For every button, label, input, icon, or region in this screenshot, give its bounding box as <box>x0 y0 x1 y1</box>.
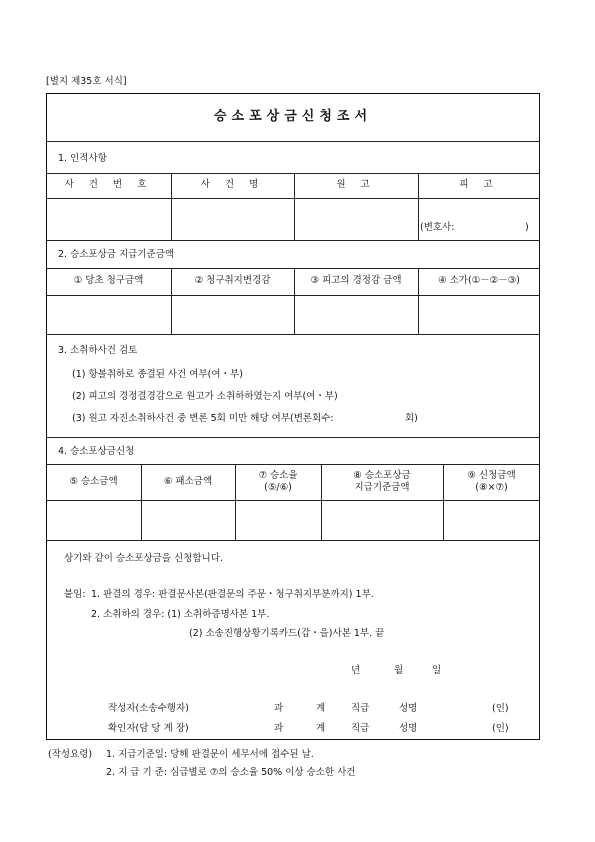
divider-line <box>46 437 540 438</box>
form-number-label: [별지 제35호 서식] <box>46 76 127 87</box>
attachment-line-2: 2. 소취하의 경우: (1) 소취하증명사본 1부. <box>91 609 270 620</box>
section3-heading: 3. 소취하사건 검토 <box>58 345 138 356</box>
review-item-2: (2) 피고의 경정결경감으로 원고가 소취하하였는지 여부(여・부) <box>72 391 338 402</box>
column-line <box>321 464 322 540</box>
section2-heading: 2. 승소포상금 지급기준금액 <box>58 249 175 260</box>
header-reward-base <box>321 464 443 500</box>
column-line <box>294 268 295 334</box>
declaration-text: 상기와 같이 승소포상금을 신청합니다. <box>64 553 223 564</box>
section4-heading: 4. 승소포상금신청 <box>58 446 135 457</box>
date-month: 월 <box>394 665 404 676</box>
header-loss-amount <box>141 464 235 500</box>
column-line <box>141 464 142 540</box>
note-item-2: 2. 지 급 기 준: 심급별로 ⑦의 승소율 50% 이상 승소한 사건 <box>106 767 356 778</box>
divider-line <box>46 334 540 335</box>
divider-line <box>46 141 540 142</box>
attachments-label: 붙임: <box>64 589 86 600</box>
date-day: 일 <box>432 665 442 676</box>
column-line <box>418 173 419 240</box>
signer-confirmer-seal: (인) <box>492 723 509 734</box>
divider-line <box>46 198 540 199</box>
header-win-rate <box>235 464 321 500</box>
header-request-amount-line1: ⑨ 신청금액 <box>467 469 516 481</box>
signer-writer-team: 계 <box>316 703 326 714</box>
signer-writer-rank: 직급 <box>351 703 370 714</box>
form-title: 승소포상금신청조서 <box>213 108 373 124</box>
note-item-1: 1. 지급기준일: 당해 판결문이 세무서에 접수된 날. <box>106 749 314 760</box>
header-request-amount-line2: (⑧×⑦) <box>475 482 508 493</box>
signer-writer-name: 성명 <box>399 703 418 714</box>
header-win-rate-line1: ⑦ 승소율 <box>258 469 298 481</box>
lawyer-note-close: ) <box>525 222 529 233</box>
header-reward-base-line1: ⑧ 승소포상금 <box>353 469 411 481</box>
header-request-amount <box>443 464 540 500</box>
attachment-line-3: (2) 소송진행상황기록카드(갑・을)사본 1부. 끝 <box>189 628 385 639</box>
column-line <box>443 464 444 540</box>
signer-writer-role: 작성자(소송수행자) <box>108 703 189 714</box>
header-plaintiff: 원 고 <box>336 179 376 191</box>
signer-writer-seal: (인) <box>492 703 509 714</box>
column-line <box>418 268 419 334</box>
header-reward-base-line2: 지급기준금액 <box>354 482 410 493</box>
header-win-amount <box>46 464 141 500</box>
attachment-line-1: 1. 판결의 경우: 판결문사본(판결문의 주문・청구취지부분까지) 1부. <box>91 589 374 600</box>
header-case-name: 사 건 명 <box>200 179 265 191</box>
header-win-rate-line2: (⑤/⑥) <box>264 482 292 493</box>
header-defendant: 피 고 <box>459 179 499 191</box>
header-claim-value: ④ 소가(①－②－③) <box>438 275 520 287</box>
header-claim-change: ② 청구취지변경감 <box>194 275 271 287</box>
notes-label: (작성요령) <box>48 749 93 760</box>
header-correction-amount: ③ 피고의 경정감 금액 <box>310 275 402 287</box>
section1-heading: 1. 인적사항 <box>58 153 107 164</box>
signer-confirmer-dept: 과 <box>274 723 284 734</box>
signer-confirmer-team: 계 <box>316 723 326 734</box>
header-loss-amount-label: ⑥ 패소금액 <box>163 475 213 487</box>
column-line <box>171 173 172 240</box>
header-original-claim: ① 당초 청구금액 <box>73 275 144 287</box>
signer-confirmer-role: 확인자(담 당 계 장) <box>108 723 189 734</box>
date-year: 년 <box>351 665 361 676</box>
column-line <box>294 173 295 240</box>
header-win-amount-label: ⑤ 승소금액 <box>69 475 118 487</box>
divider-line <box>46 240 540 241</box>
divider-line <box>46 540 540 541</box>
column-line <box>235 464 236 540</box>
header-case-number: 사 건 번 호 <box>64 179 153 191</box>
review-item-3-suffix: 회) <box>405 413 418 424</box>
column-line <box>171 268 172 334</box>
divider-line <box>46 295 540 296</box>
signer-confirmer-rank: 직급 <box>351 723 370 734</box>
signer-confirmer-name: 성명 <box>399 723 418 734</box>
signer-writer-dept: 과 <box>274 703 284 714</box>
lawyer-note: (변호사: <box>420 222 455 233</box>
divider-line <box>46 500 540 501</box>
review-item-3: (3) 원고 자진소취하사건 중 변론 5회 미만 해당 여부(변론회수: <box>72 413 334 424</box>
review-item-1: (1) 항볼취하로 종결된 사건 여부(여・부) <box>72 369 243 380</box>
